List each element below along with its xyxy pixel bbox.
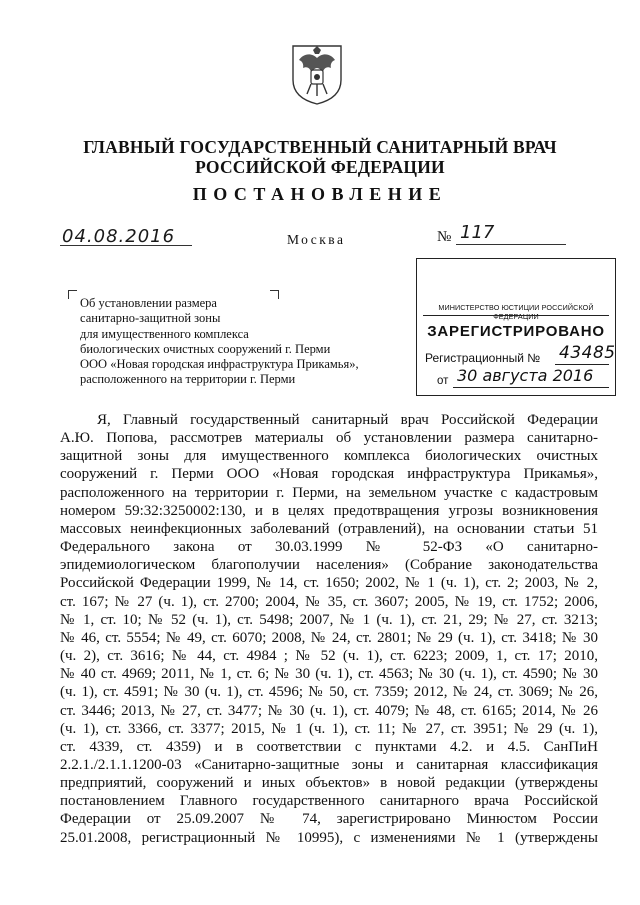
body-line: ст. 3446; 2013, № 27, ст. 3477; № 30 (ч. 1), ст. 4079; № 48, ст. 6165; 2014, № 26 [60, 702, 598, 719]
body-line: ст. 4339, ст. 4359) и в соответствии с пунктами 4.2. и 4.5. СанПиН [60, 738, 598, 755]
stamp-registration-date: 30 августа 2016 [457, 366, 594, 385]
body-line: № 46, ст. 5554; № 49, ст. 6070; 2008, № 24, ст. 2801; № 29 (ч. 1), ст. 3418; № 30 [60, 629, 598, 646]
number-underline [456, 244, 566, 245]
body-line: 2.2.1./2.1.1.1200-03 «Санитарно-защитные зоны и санитарная классификация [60, 756, 598, 773]
document-subject [80, 296, 359, 388]
issuing-authority-line1: ГЛАВНЫЙ ГОСУДАРСТВЕННЫЙ САНИТАРНЫЙ ВРАЧ [83, 137, 557, 157]
body-line: ст. 167; № 27 (ч. 1), ст. 2700; 2004, № 35, ст. 3607; 2005, № 19, ст. 1752; 2006, [60, 593, 598, 610]
date-underline [60, 245, 192, 246]
subject-line: Об установлении размера [80, 296, 217, 310]
stamp-ministry-name: МИНИСТЕРСТВО ЮСТИЦИИ РОССИЙСКОЙ ФЕДЕРАЦИИ [438, 303, 594, 321]
stamp-registration-number-label: Регистрационный № [425, 351, 541, 365]
body-line: (ч. 2), ст. 3616; № 44, ст. 4984 ; № 52 (ч. 1), ст. 6223; 2009, 1, ст. 17; 2010, [60, 648, 598, 665]
handwritten-date: 04.08.2016 [62, 226, 176, 247]
stamp-divider [423, 315, 609, 316]
document-body [60, 411, 598, 847]
subject-line: для имущественного комплекса [80, 326, 249, 341]
registration-stamp [416, 258, 616, 396]
body-line: 25.01.2008, регистрационный № 10995), с изменениями № 1 (утверждены [60, 829, 598, 846]
body-line: Я, Главный государственный санитарный врач Российской Федерации [97, 412, 598, 428]
body-line: Федерального закона от 30.03.1999 № 52-ФЗ «О санитарно- [60, 539, 598, 556]
stamp-date-label: от [437, 375, 449, 387]
subject-line: ООО «Новая городская инфраструктура Прикамья», [80, 357, 359, 372]
body-line: номером 59:32:3250002:130, и в целях предотвращения угрозы возникновения [60, 502, 598, 519]
body-line: (ч. 1), ст. 4591; № 30 (ч. 1), ст. 4596; № 50, ст. 7359; 2012, № 24, ст. 3069; № 26, [60, 684, 598, 701]
body-line: А.Ю. Попова, рассмотрев материалы об установлении размера санитарно- [60, 430, 598, 447]
body-line: Федерации от 25.09.2007 № 74, зарегистрировано Минюстом России [60, 811, 598, 828]
body-line: (ч. 1), ст. 3366, ст. 3377; 2015, № 1 (ч. 1), ст. 11; № 27, ст. 3951; № 29 (ч. 1), [60, 720, 598, 737]
stamp-registration-underline [555, 364, 609, 365]
number-label: № [437, 229, 452, 245]
body-line: № 40 ст. 4969; 2011, № 1, ст. 6; № 30 (ч. 1), ст. 4563; № 30 (ч. 1), ст. 4590; № 30 [60, 666, 598, 683]
body-line: защитной зоны для имущественного комплекса биологических очистных [60, 448, 598, 465]
handwritten-document-number: 117 [460, 222, 495, 243]
issuing-authority-line2: РОССИЙСКОЙ ФЕДЕРАЦИИ [195, 157, 445, 177]
subject-line: биологических очистных сооружений г. Перми [80, 341, 331, 356]
body-line: расположенного на территории г. Перми, на земельном участке с кадастровым [60, 484, 598, 501]
body-line: эпидемиологическом благополучии населения» (Собрание законодательства [60, 557, 598, 574]
subject-line: санитарно-защитной зоны [80, 311, 221, 326]
body-line: массовых неинфекционных заболеваний (отравлений), на основании статьи 51 [60, 520, 598, 537]
subject-corner-mark-left [68, 290, 77, 299]
state-emblem-icon [289, 44, 345, 106]
body-line: сооружений г. Перми ООО «Новая городская инфраструктура Прикамья», [60, 466, 598, 483]
body-line: предприятий, сооружений и иных объектов» в новой редакции (утверждены [60, 775, 598, 792]
stamp-registration-number: 43485 [559, 343, 616, 363]
body-line: постановлением Главного государственного санитарного врача Российской [60, 793, 598, 810]
stamp-registered-label: ЗАРЕГИСТРИРОВАНО [427, 323, 605, 340]
document-type-title: ПОСТАНОВЛЕНИЕ [192, 184, 448, 204]
subject-line: расположенного на территории г. Перми [80, 372, 296, 387]
body-line: Российской Федерации 1999, № 14, ст. 1650; 2002, № 1 (ч. 1), ст. 2; 2003, № 2, [60, 575, 598, 592]
stamp-date-underline [453, 387, 609, 388]
city-label: Москва [287, 232, 346, 247]
body-line: № 1, ст. 10; № 52 (ч. 1), ст. 5498; 2007, № 1 (ч. 1), ст. 21, 29; № 27, ст. 3213; [60, 611, 598, 628]
